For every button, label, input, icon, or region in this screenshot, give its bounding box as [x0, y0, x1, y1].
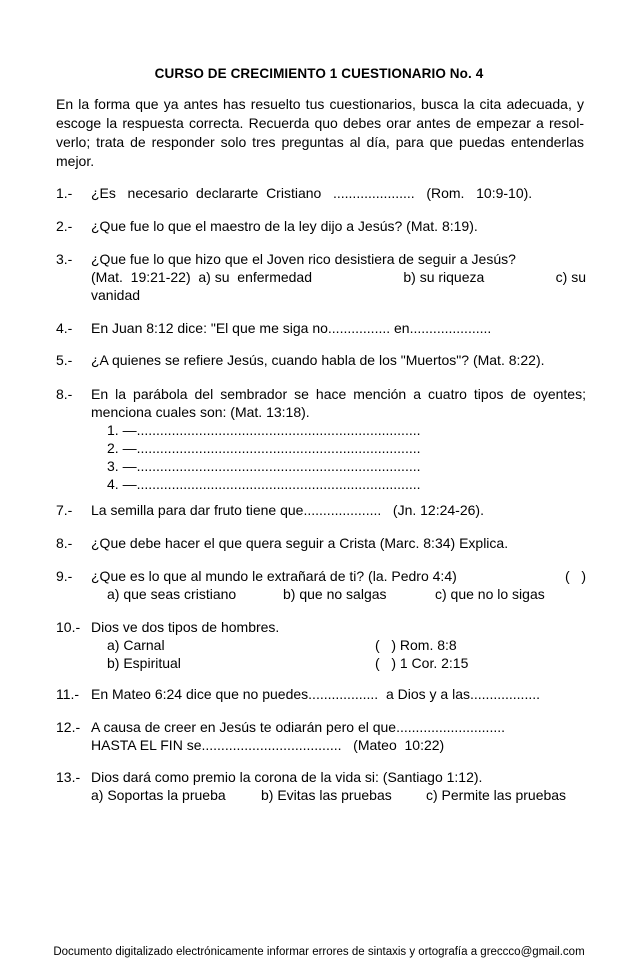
question-text: ¿Que fue lo que hizo que el Joven rico desistiera de seguir a Jesús?	[91, 251, 516, 267]
option-b: b) que no salgas	[283, 586, 387, 602]
option-a: (Mat. 19:21-22) a) su enfermedad	[91, 269, 312, 285]
question-1	[56, 184, 586, 202]
question-number: 11.-	[56, 686, 80, 702]
option-b: b) Espiritual	[107, 655, 181, 671]
question-text: La semilla para dar fruto tiene que.................... (Jn. 12:24-26).	[91, 502, 484, 518]
question-number: 8.-	[56, 386, 73, 402]
question-7	[56, 501, 586, 519]
question-text: ¿Que es lo que al mundo le extrañará de ti? (la. Pedro 4:4)	[91, 568, 457, 584]
question-text: ¿A quienes se refiere Jesús, cuando habla de los "Muertos"? (Mat. 8:22).	[91, 352, 545, 368]
question-2	[56, 217, 586, 235]
question-13	[56, 768, 586, 804]
question-6	[56, 385, 586, 493]
answer-line: 1. —.........................................................................	[107, 422, 421, 438]
question-number: 7.-	[56, 502, 73, 518]
question-11	[56, 685, 586, 703]
question-text: En Mateo 6:24 dice que no puedes.................. a Dios y a las..................	[91, 686, 541, 702]
question-8	[56, 534, 586, 552]
question-number: 12.-	[56, 719, 81, 735]
question-number: 1.-	[56, 185, 73, 201]
option-a: a) Soportas la prueba	[91, 787, 226, 803]
answer-line: 2. —.........................................................................	[107, 440, 421, 456]
intro-paragraph: En la forma que ya antes has resuelto tus cuestionarios, busca la cita adecuada, y escoge la respuesta correcta. Recuerda quo debes orar antes de empezar a resol-verlo; trata de responder solo tres preguntas al día, para que puedas entenderlas mejor.	[56, 96, 584, 169]
question-number: 8.-	[56, 535, 73, 551]
answer-line: 3. —.........................................................................	[107, 458, 421, 474]
question-10	[56, 618, 586, 672]
option-b: b) su riqueza	[403, 269, 485, 285]
question-text: A causa de creer en Jesús te odiarán pero el que............................	[91, 719, 505, 735]
option-c-continued: vanidad	[91, 287, 141, 303]
question-text: Dios dará como premio la corona de la vida si: (Santiago 1:12).	[91, 769, 483, 785]
option-b-reference: ( ) 1 Cor. 2:15	[375, 655, 469, 671]
question-number: 4.-	[56, 320, 73, 336]
question-4	[56, 319, 586, 337]
option-a: a) Carnal	[107, 637, 165, 653]
question-number: 9.-	[56, 568, 73, 584]
question-text: ¿Es necesario declararte Cristiano ..................... (Rom. 10:9-10).	[91, 185, 533, 201]
question-text-line-2: HASTA EL FIN se.................................... (Mateo 10:22)	[91, 737, 445, 753]
question-text: ¿Que fue lo que el maestro de la ley dijo a Jesús? (Mat. 8:19).	[91, 218, 478, 234]
option-c: c) Permite las pruebas	[426, 787, 567, 803]
option-a: a) que seas cristiano	[107, 586, 237, 602]
document-title: CURSO DE CRECIMIENTO 1 CUESTIONARIO No. 4	[154, 66, 484, 81]
option-c: c) su	[555, 269, 586, 285]
question-number: 5.-	[56, 352, 73, 368]
question-number: 13.-	[56, 769, 81, 785]
answer-parenthesis: ( )	[565, 568, 586, 584]
question-3	[56, 250, 586, 304]
question-9	[56, 567, 586, 603]
question-12	[56, 718, 586, 754]
question-text: Dios ve dos tipos de hombres.	[91, 619, 280, 635]
option-a-reference: ( ) Rom. 8:8	[375, 637, 457, 653]
question-text: En la parábola del sembrador se hace mención a cuatro tipos de oyentes; menciona cuales son: (Mat. 13:18).	[91, 386, 586, 420]
question-5	[56, 351, 586, 369]
footer-note: Documento digitalizado electrónicamente informar errores de sintaxis y ortografía a greccco@gmail.com	[53, 946, 585, 958]
question-number: 2.-	[56, 218, 73, 234]
question-number: 10.-	[56, 619, 81, 635]
option-c: c) que no lo sigas	[435, 586, 545, 602]
question-text: En Juan 8:12 dice: "El que me siga no................ en.....................	[91, 320, 492, 336]
answer-line: 4. —.........................................................................	[107, 476, 421, 492]
question-text: ¿Que debe hacer el que quera seguir a Crista (Marc. 8:34) Explica.	[91, 535, 509, 551]
question-number: 3.-	[56, 251, 73, 267]
option-b: b) Evitas las pruebas	[261, 787, 392, 803]
